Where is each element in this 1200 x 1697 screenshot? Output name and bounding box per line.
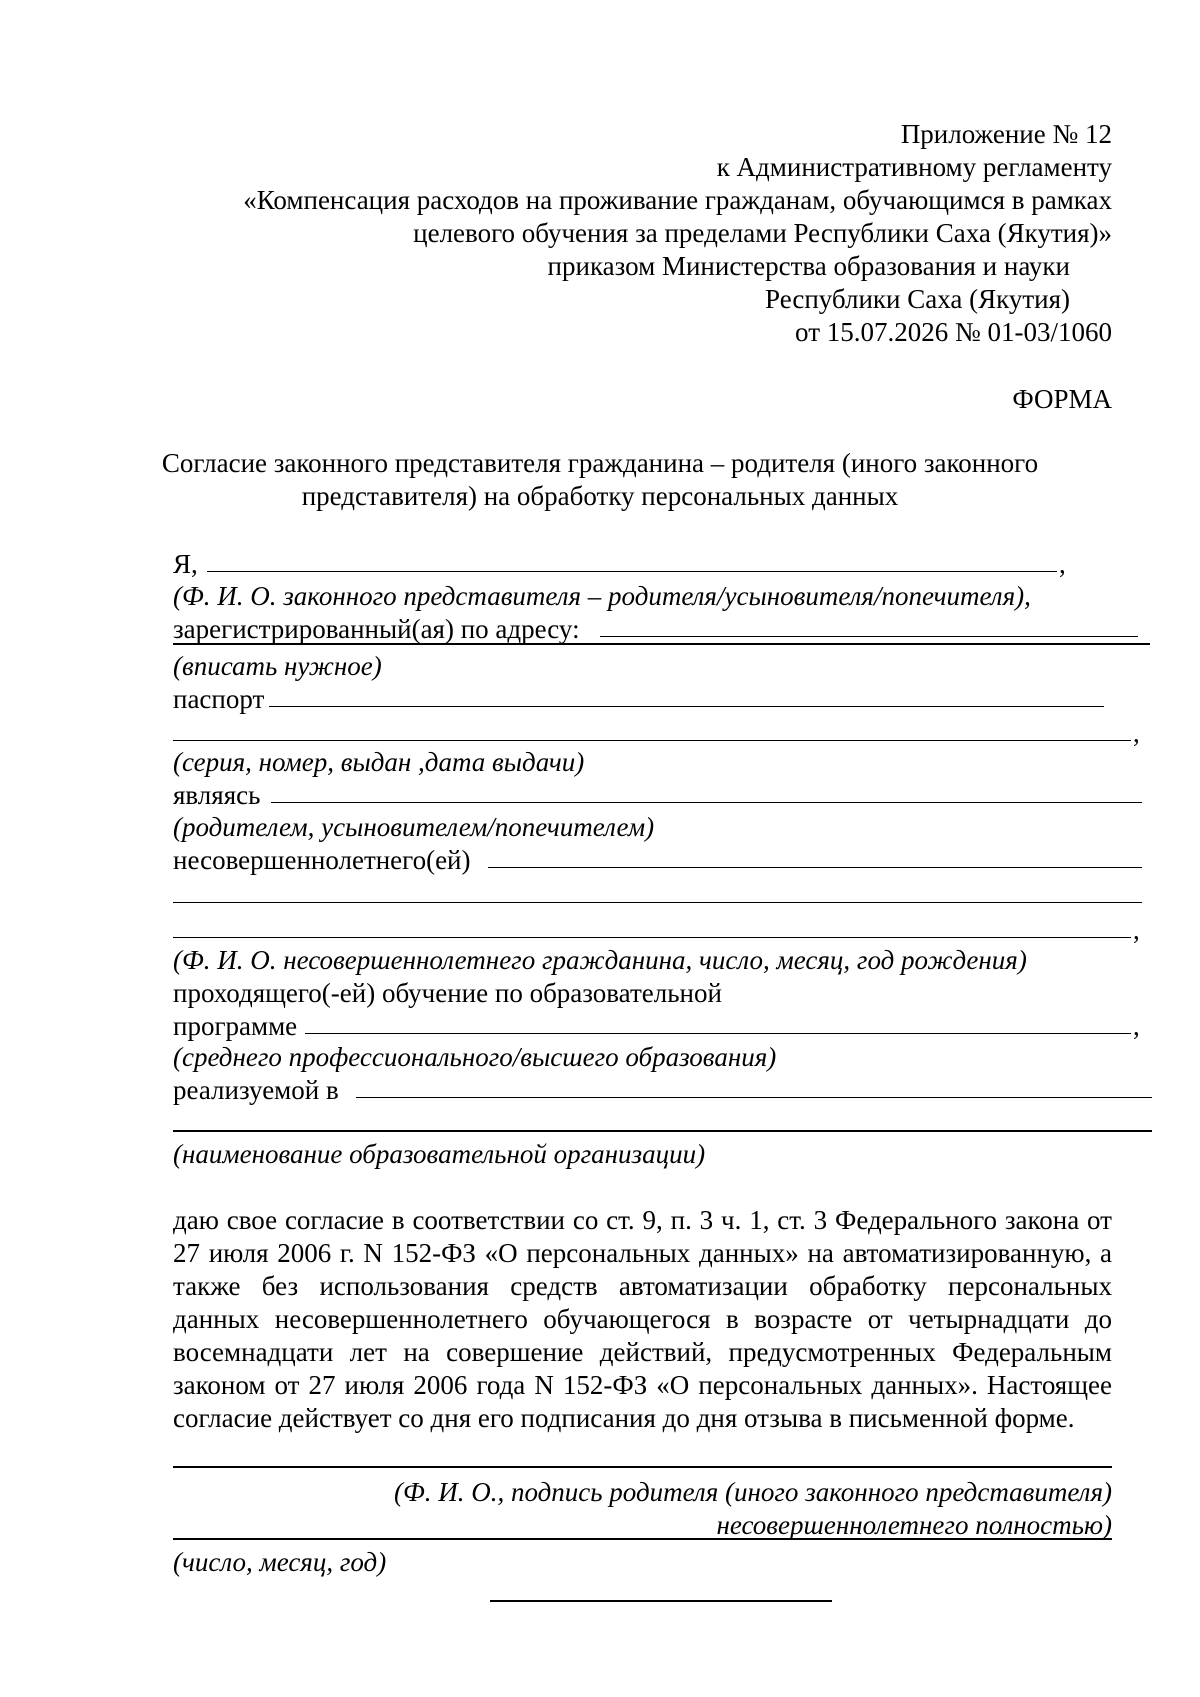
consent-line-3: также без использования средств автоматизации обработку персональных	[173, 1271, 1112, 1301]
address-underline	[173, 643, 1150, 645]
signature-hint-2: несовершеннолетнего полностью)	[716, 1510, 1112, 1540]
passport-hint: (серия, номер, выдан ,дата выдачи)	[173, 747, 585, 777]
signature-line[interactable]	[173, 1466, 1112, 1468]
consent-line-2: 27 июля 2006 г. N 152-ФЗ «О персональных данных» на автоматизированную, а	[173, 1238, 1112, 1268]
program-line[interactable]	[305, 1033, 1131, 1034]
minor-comma: ,	[1133, 915, 1140, 945]
appendix-order: приказом Министерства образования и науки	[547, 251, 1070, 281]
passport-comma: ,	[1133, 718, 1140, 748]
organization-hint: (наименование образовательной организации)	[173, 1139, 706, 1169]
address-hint: (вписать нужное)	[173, 651, 382, 681]
document-title-line-2: представителя) на обработку персональных данных	[301, 481, 899, 511]
organization-underline	[173, 1130, 1152, 1132]
organization-line[interactable]	[356, 1097, 1152, 1098]
consent-line-7: согласие действует со дня его подписания до дня отзыва в письменной форме.	[173, 1403, 1075, 1433]
being-label: являясь	[173, 780, 261, 810]
appendix-regulation-title-1: «Компенсация расходов на проживание гражданам, обучающимся в рамках	[243, 185, 1112, 215]
appendix-number: Приложение № 12	[900, 119, 1112, 149]
passport-line-2[interactable]	[173, 740, 1131, 741]
minor-line-2[interactable]	[173, 902, 1142, 903]
address-line[interactable]	[600, 636, 1138, 637]
minor-label: несовершеннолетнего(ей)	[173, 845, 471, 875]
program-comma: ,	[1133, 1011, 1140, 1041]
appendix-regulation-title-2: целевого обучения за пределами Республики Саха (Якутия)»	[413, 218, 1112, 248]
form-label: ФОРМА	[1012, 384, 1112, 414]
program-label: программе	[173, 1011, 298, 1041]
consent-line-4: данных несовершеннолетнего обучающегося в возрасте от четырнадцати до	[173, 1304, 1112, 1334]
minor-hint: (Ф. И. О. несовершеннолетнего гражданина, число, месяц, год рождения)	[173, 945, 1027, 975]
appendix-republic: Республики Саха (Якутия)	[765, 284, 1070, 314]
relation-line[interactable]	[271, 802, 1142, 803]
study-label: проходящего(-ей) обучение по образовательной	[173, 978, 722, 1008]
passport-line-1[interactable]	[269, 706, 1104, 707]
i-label: Я,	[173, 549, 198, 579]
appendix-date: от 15.07.2026 № 01-03/1060	[795, 317, 1112, 347]
consent-line-5: восемнадцати лет на совершение действий, предусмотренных Федеральным	[173, 1337, 1112, 1367]
minor-line-3[interactable]	[173, 937, 1131, 938]
implemented-label: реализуемой в	[173, 1075, 339, 1105]
consent-line-1: даю свое согласие в соответствии со ст. 9, п. 3 ч. 1, ст. 3 Федерального закона от	[173, 1205, 1112, 1235]
signature-hint-1: (Ф. И. О., подпись родителя (иного законного представителя)	[394, 1477, 1112, 1507]
appendix-regulation: к Административному регламенту	[716, 152, 1112, 182]
passport-label: паспорт	[173, 684, 265, 714]
consent-line-6: законом от 27 июля 2006 года N 152-ФЗ «О персональных данных». Настоящее	[173, 1370, 1112, 1400]
date-hint: (число, месяц, год)	[173, 1547, 387, 1577]
program-hint: (среднего профессионального/высшего образования)	[173, 1042, 777, 1072]
relation-hint: (родителем, усыновителем/попечителем)	[173, 812, 655, 842]
date-line[interactable]	[173, 1538, 1112, 1540]
representative-name-line[interactable]	[207, 571, 1057, 572]
i-comma: ,	[1059, 549, 1066, 579]
bottom-signature-line[interactable]	[490, 1600, 832, 1602]
document-title-line-1: Согласие законного представителя гражданина – родителя (иного законного	[161, 448, 1039, 478]
minor-line-1[interactable]	[488, 867, 1142, 868]
representative-name-hint: (Ф. И. О. законного представителя – родителя/усыновителя/попечителя),	[173, 581, 1031, 611]
address-label: зарегистрированный(ая) по адресу:	[173, 614, 580, 644]
